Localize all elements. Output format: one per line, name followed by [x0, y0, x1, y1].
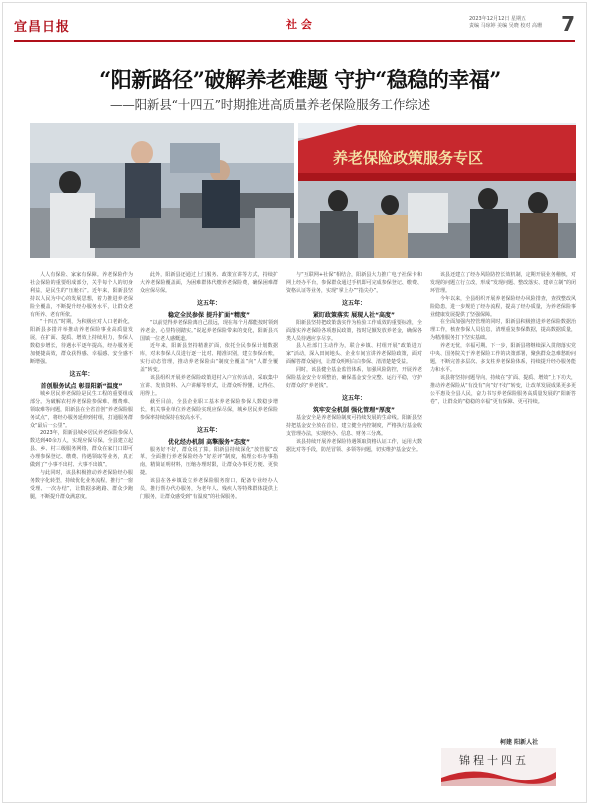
- section-kicker: 这五年：: [69, 370, 94, 378]
- article-column-4: [430, 272, 576, 732]
- page-number: 7: [561, 12, 575, 36]
- section-title: 社 会: [286, 18, 312, 31]
- article-column-3: [286, 272, 422, 792]
- section-heading: 稳定全民参保 提升扩面“精度”: [168, 311, 250, 319]
- section-heading: 优化经办机制 高擎服务“态度”: [168, 438, 250, 446]
- paragraph: 该县组织开展养老保险政策进村入户宣传活动，采取集中宣讲、发放资料、入户讲解等形式，让群众听得懂、记得住、用得上。: [140, 375, 278, 397]
- paragraph: 基金安全是养老保险制度可持续发展的生命线。阳新县坚持把基金安全放在首位，建立健全内控制度，严格执行基金收支管理办法，实现经办、信息、财务三分离。: [286, 414, 422, 437]
- article-column-1: [30, 272, 133, 792]
- section-heading: 筑牢安全机制 强化管理“厚度”: [313, 406, 395, 414]
- headline-subtitle: ——阳新县“十四五”时期推进高质量养老保险服务工作综述: [110, 97, 430, 112]
- paragraph: 截至目前，全县企业职工基本养老保险参保人数稳步增长，机关事业单位养老保险实现应保尽保，城乡居民养老保险参保率持续保持在较高水平。: [140, 398, 278, 421]
- paragraph: 人人有保险、家家有保障。养老保险作为社会保险的重要组成部分，关乎每个人的切身利益，是民生的“压舱石”。近年来，阳新县坚持以人民为中心的发展思想，着力推进养老保险全覆盖，不断提升经办服务水平，让群众老有所养、老有所依。: [30, 272, 133, 318]
- section-heading: 首创服务试点 彰显阳新“温度”: [40, 382, 123, 390]
- policy-banner: 养老保险政策服务专区: [333, 149, 484, 167]
- brand-logo: 宜昌日报: [14, 20, 71, 35]
- photo-policy-booth: [298, 123, 576, 258]
- section-heading: 紧盯政策落实 展现人社“高度”: [313, 311, 395, 319]
- paragraph: 阳新县坚持把政策落实作为检验工作成效的重要标准，全面落实养老保险各项惠民政策，按时足额发放养老金，确保各类人员待遇应享尽享。: [286, 319, 422, 342]
- paragraph: 该县还建立了经办风险防控长效机制，定期开展业务稽核，对发现的问题立行立改，形成“发现问题、整改落实、建章立制”的闭环管理。: [430, 272, 576, 294]
- author-credit: 柯建 阳新人社: [500, 739, 539, 746]
- photo-service-hall: [30, 123, 294, 258]
- paragraph: 此外，阳新县还通过上门服务、政策宣讲等方式，持续扩大养老保险覆盖面，为困难群体代缴养老保险费，确保困难群众应保尽保。: [140, 272, 278, 294]
- article-column-2: [140, 272, 278, 792]
- paragraph: 2023年，阳新县城乡居民养老保险参保人数达到40余万人，实现应保尽保。全县建立起县、乡、村三级服务网络，群众在家门口即可办理参保登记、缴费、待遇领取等业务，真正做到了“小事不出村、大事不出镇”。: [30, 430, 133, 469]
- paragraph: 该县将坚持问题导向，持续在“扩面、提质、增效”上下功夫，推动养老保险从“有没有”向“好不好”转变，让改革发展成果更多更公平惠及全县人民，奋力书写养老保险服务高质量发展的“阳新答卷”，让群众的“稳稳的幸福”更有保障、更可持续。: [430, 374, 576, 405]
- paragraph: 同时，该县健全基金监管体系，加强风险防控，开展养老保险基金安全专项整治，确保基金安全完整、运行平稳，守护好群众的“养老钱”。: [286, 367, 422, 389]
- stamp-text: 锦程十四五: [459, 754, 529, 767]
- page-header: [14, 12, 575, 38]
- section-kicker: 这五年：: [341, 299, 366, 307]
- headline-title: “阳新路径”破解养老难题 守护“稳稳的幸福”: [99, 67, 501, 92]
- paragraph: 养老无忧，幸福可期。下一步，阳新县将继续深入贯彻落实党中央、国务院关于养老保险工作的决策部署，聚焦群众急难愁盼问题，不断完善多层次、多支柱养老保险体系，持续提升经办服务能力和水平。: [430, 343, 576, 373]
- issue-date: 2023年12月12日 星期五: [469, 16, 527, 22]
- paragraph: 该县在各乡镇设立养老保险服务窗口，配备专业经办人员，推行帮办代办服务，为老年人、残疾人等特殊群体提供上门服务，让群众感受到“有温度”的社保服务。: [140, 478, 278, 500]
- section-kicker: 这五年：: [341, 394, 366, 402]
- paragraph: 城乡居民养老保险是民生工程的重要组成部分。为破解农村养老保险参保难、缴费难、领取难等问题，阳新县在全省首创“养老保险服务试点”，将经办服务延伸到村组，打通服务群众“最后一公里”。: [30, 390, 133, 429]
- paragraph: 今年以来，全县组织开展养老保险经办风险排查，查找整改风险隐患，进一步规范了经办流程，提高了经办质量，为养老保险事业健康发展提供了坚强保障。: [430, 295, 576, 318]
- issue-meta: [469, 16, 542, 30]
- section-kicker: 这五年：: [196, 426, 221, 434]
- header-rule: [14, 40, 575, 42]
- paragraph: 近年来，阳新县坚持精准扩面，依托全民参保计划数据库，对未参保人员进行逐一比对、精准识别，建立参保台账，实行动态管理，推动养老保险由“制度全覆盖”向“人群全覆盖”转变。: [140, 343, 278, 374]
- paragraph: “以前觉得养老保险离自己很远，现在每个月都能按时领到养老金，心里特别踏实。”说起养老保险带来的变化，阳新县兴国镇一位老人感慨道。: [140, 319, 278, 342]
- paragraph: 县人社部门主动作为，联合乡镇、村组开展“政策进万家”活动，深入田间地头、企业车间宣讲养老保险政策，面对面解答群众疑问，让群众明明白白参保、清清楚楚受益。: [286, 343, 422, 366]
- paragraph: “十四五”时期，为积极应对人口老龄化，阳新县多措并举推动养老保险事业高质量发展，在扩面、提质、增效上持续用力，参保人数稳步增长，待遇水平逐年提高，经办服务更加便捷高效，群众获得感、幸福感、安全感不断增强。: [30, 319, 133, 365]
- photo-service-hall-graphic: [30, 123, 294, 258]
- editors: 责编 马琼婷 美编 吴晓 校对 高珊: [469, 23, 542, 29]
- section-kicker: 这五年：: [196, 299, 221, 307]
- paragraph: 服务好不好，群众说了算。阳新县持续深化“放管服”改革，全面推行养老保险经办“好差评”制度，梳理公布办事指南，精简证明材料，压缩办理时限，让群众办事更方便、更快捷。: [140, 446, 278, 477]
- paragraph: 在全面加强内控管理的同时，阳新县积极推进养老保险数据治理工作，核查参保人员信息，清理重复参保数据，提高数据质量，为精准服务打下坚实基础。: [430, 319, 576, 342]
- paragraph: 与“互联网+社保”相结合，阳新县大力推广电子社保卡和网上经办平台，参保群众通过手机即可完成参保登记、缴费、资格认证等业务，实现“掌上办”“指尖办”。: [286, 272, 422, 294]
- paragraph: 该县持续开展养老保险待遇领取资格认证工作，运用大数据比对等手段，防范冒领、多领等问题，切实维护基金安全。: [286, 438, 422, 453]
- paragraph: 与此同时，该县积极推动养老保险经办服务数字化转型，持续优化业务流程，推行“一窗受理、一次办结”，让数据多跑路、群众少跑腿，不断提升群众满意度。: [30, 469, 133, 500]
- series-stamp: [441, 748, 556, 786]
- photo-policy-booth-graphic: [298, 123, 576, 258]
